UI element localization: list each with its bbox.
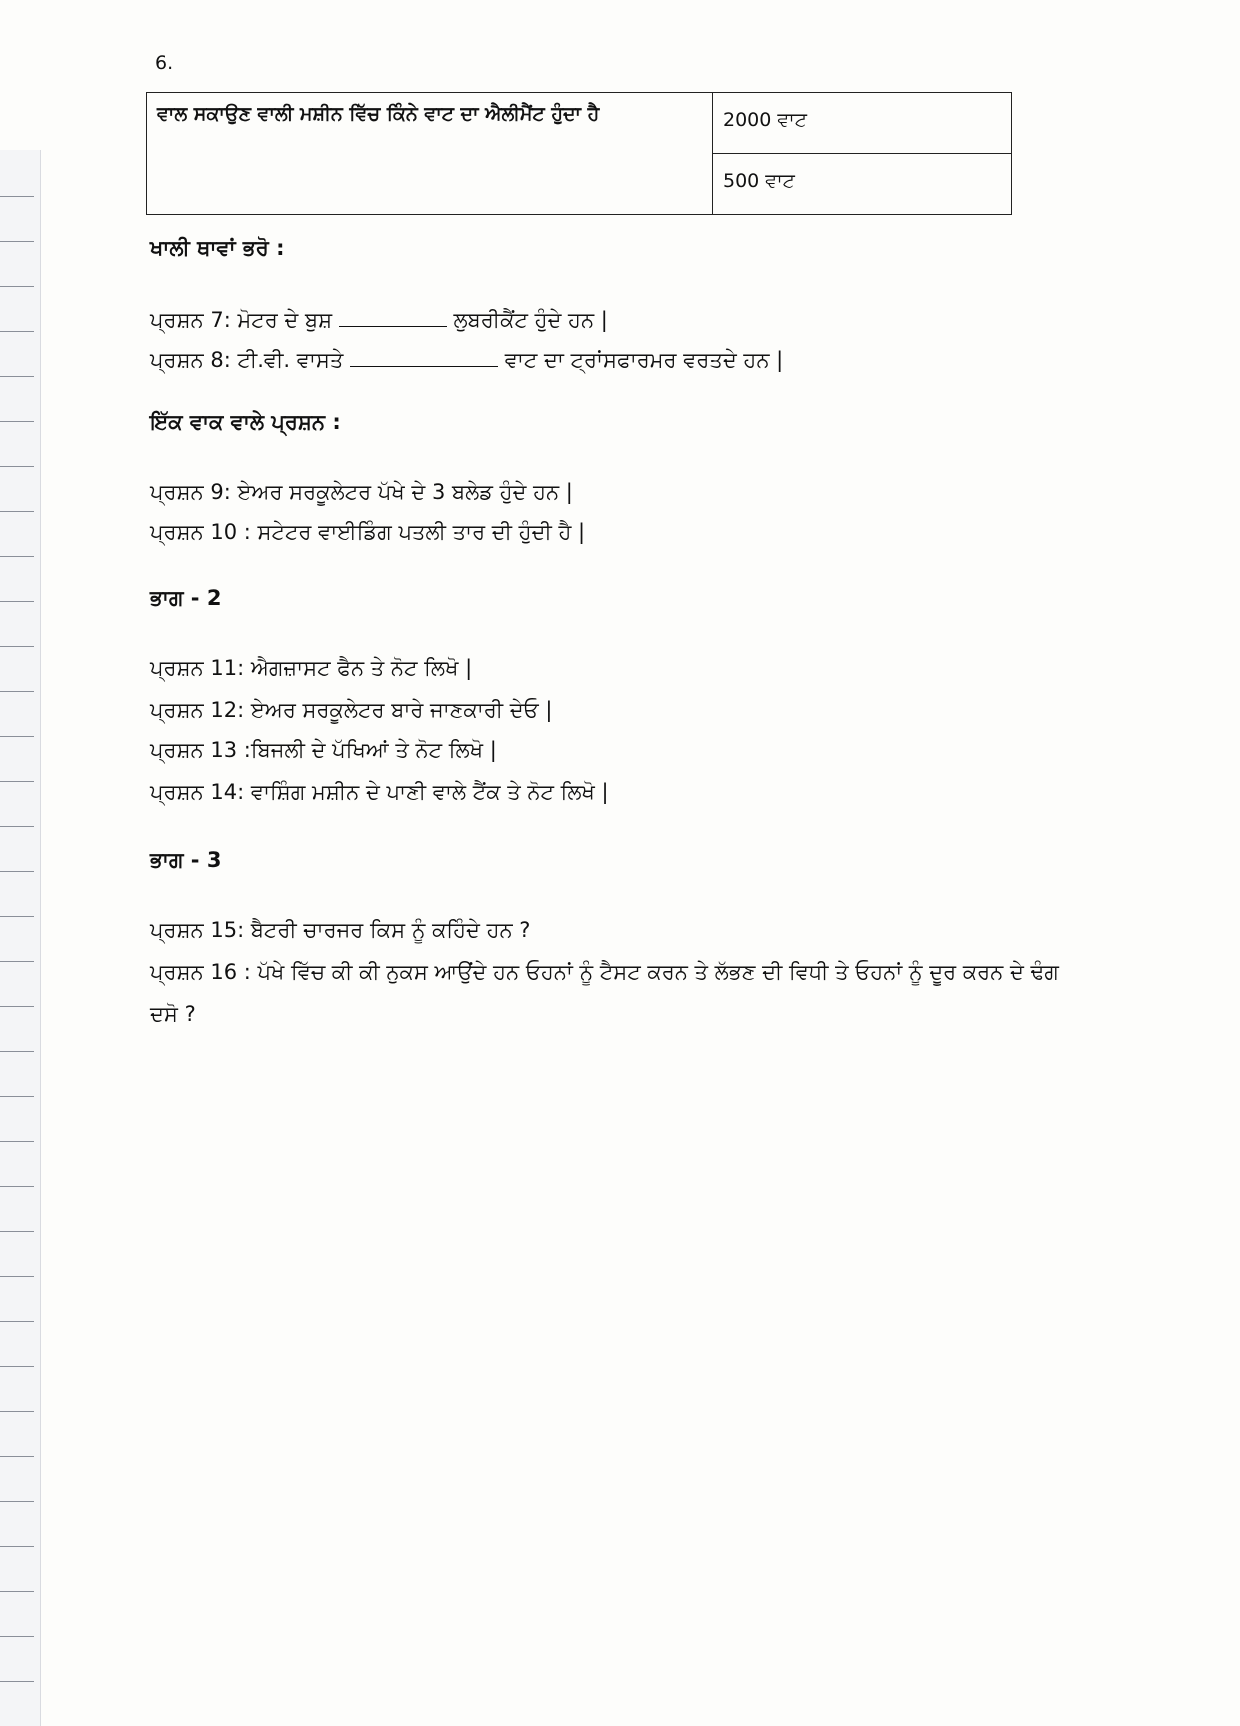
- notebook-rule-line: [0, 1411, 34, 1412]
- notebook-rule-line: [0, 1096, 34, 1097]
- notebook-rule-line: [0, 736, 34, 737]
- question-number: 6.: [155, 52, 174, 74]
- notebook-rule-line: [0, 376, 34, 377]
- notebook-rule-line: [0, 601, 34, 602]
- notebook-rule-line: [0, 331, 34, 332]
- notebook-rule-line: [0, 916, 34, 917]
- answer-blank: [350, 346, 498, 367]
- mcq-question-stem: ਵਾਲ ਸਕਾਉਣ ਵਾਲੀ ਮਸ਼ੀਨ ਵਿੱਚ ਕਿੰਨੇ ਵਾਟ ਦਾ ਐਲੀਮੈਂਟ ਹੁੰਦਾ ਹੈ: [147, 93, 713, 215]
- notebook-rule-line: [0, 511, 34, 512]
- notebook-rule-line: [0, 1636, 34, 1637]
- notebook-rule-line: [0, 241, 34, 242]
- mcq-table: [146, 92, 1012, 215]
- notebook-rule-line: [0, 691, 34, 692]
- notebook-rule-line: [0, 466, 34, 467]
- notebook-rule-line: [0, 1276, 34, 1277]
- notebook-rule-line: [0, 871, 34, 872]
- question-16-line-2: ਦਸੋ ?: [150, 1002, 196, 1026]
- question-11: ਪ੍ਰਸ਼ਨ 11: ਐਗਜ਼ਾਸਟ ਫੈਨ ਤੇ ਨੋਟ ਲਿਖੋ |: [150, 656, 473, 680]
- notebook-rule-line: [0, 1321, 34, 1322]
- underlying-notebook-page: [0, 150, 41, 1726]
- notebook-rule-line: [0, 1501, 34, 1502]
- notebook-rule-line: [0, 556, 34, 557]
- question-8-text-after: ਵਾਟ ਦਾ ਟ੍ਰਾਂਸਫਾਰਮਰ ਵਰਤਦੇ ਹਨ |: [504, 348, 784, 372]
- notebook-rule-line: [0, 421, 34, 422]
- notebook-rule-line: [0, 1591, 34, 1592]
- question-8: [150, 346, 783, 373]
- question-9: ਪ੍ਰਸ਼ਨ 9: ਏਅਰ ਸਰਕੂਲੇਟਰ ਪੱਖੇ ਦੇ 3 ਬਲੇਡ ਹੁੰਦੇ ਹਨ |: [150, 480, 573, 504]
- question-8-text-before: ਪ੍ਰਸ਼ਨ 8: ਟੀ.ਵੀ. ਵਾਸਤੇ: [150, 348, 344, 372]
- notebook-rule-line: [0, 1456, 34, 1457]
- fill-blanks-heading: ਖਾਲੀ ਥਾਵਾਂ ਭਰੋ :: [150, 236, 285, 260]
- notebook-rule-line: [0, 1231, 34, 1232]
- question-16-line-1: ਪ੍ਰਸ਼ਨ 16 : ਪੱਖੇ ਵਿੱਚ ਕੀ ਕੀ ਨੁਕਸ ਆਉਂਦੇ ਹਨ ਓਹਨਾਂ ਨੂੰ ਟੈਸਟ ਕਰਨ ਤੇ ਲੱਭਣ ਦੀ ਵਿਧੀ ਤੇ ਓਹਨਾਂ ਨੂੰ ਦੂਰ ਕਰਨ ਦੇ ਢੰਗ: [150, 960, 1059, 984]
- question-12: ਪ੍ਰਸ਼ਨ 12: ਏਅਰ ਸਰਕੂਲੇਟਰ ਬਾਰੇ ਜਾਣਕਾਰੀ ਦੇਓ |: [150, 698, 553, 722]
- question-13: ਪ੍ਰਸ਼ਨ 13 :ਬਿਜਲੀ ਦੇ ਪੱਖਿਆਂ ਤੇ ਨੋਟ ਲਿਖੋ |: [150, 738, 497, 762]
- notebook-rule-line: [0, 1366, 34, 1367]
- notebook-rule-line: [0, 1006, 34, 1007]
- notebook-rule-line: [0, 1681, 34, 1682]
- part-3-heading: ਭਾਗ - 3: [150, 848, 222, 872]
- mcq-option-1: 2000 ਵਾਟ: [713, 93, 1012, 154]
- notebook-rule-line: [0, 781, 34, 782]
- notebook-rule-line: [0, 826, 34, 827]
- question-7-text-after: ਲੁਬਰੀਕੈਂਟ ਹੁੰਦੇ ਹਨ |: [453, 308, 608, 332]
- question-15: ਪ੍ਰਸ਼ਨ 15: ਬੈਟਰੀ ਚਾਰਜਰ ਕਿਸ ਨੂੰ ਕਹਿੰਦੇ ਹਨ ?: [150, 918, 531, 942]
- answer-blank: [339, 306, 447, 327]
- notebook-rule-line: [0, 1051, 34, 1052]
- notebook-rule-line: [0, 196, 34, 197]
- notebook-rule-line: [0, 1186, 34, 1187]
- one-line-heading: ਇੱਕ ਵਾਕ ਵਾਲੇ ਪ੍ਰਸ਼ਨ :: [150, 410, 341, 434]
- notebook-rule-line: [0, 646, 34, 647]
- notebook-rule-line: [0, 961, 34, 962]
- notebook-rule-line: [0, 1546, 34, 1547]
- question-7-text-before: ਪ੍ਰਸ਼ਨ 7: ਮੋਟਰ ਦੇ ਬੁਸ਼: [150, 308, 333, 332]
- notebook-rule-line: [0, 1141, 34, 1142]
- question-10: ਪ੍ਰਸ਼ਨ 10 : ਸਟੇਟਰ ਵਾਈਡਿੰਗ ਪਤਲੀ ਤਾਰ ਦੀ ਹੁੰਦੀ ਹੈ |: [150, 520, 586, 544]
- part-2-heading: ਭਾਗ - 2: [150, 586, 222, 610]
- notebook-rule-line: [0, 286, 34, 287]
- question-14: ਪ੍ਰਸ਼ਨ 14: ਵਾਸ਼ਿੰਗ ਮਸ਼ੀਨ ਦੇ ਪਾਣੀ ਵਾਲੇ ਟੈਂਕ ਤੇ ਨੋਟ ਲਿਖੋ |: [150, 780, 609, 804]
- question-7: [150, 306, 608, 333]
- mcq-option-2: 500 ਵਾਟ: [713, 154, 1012, 215]
